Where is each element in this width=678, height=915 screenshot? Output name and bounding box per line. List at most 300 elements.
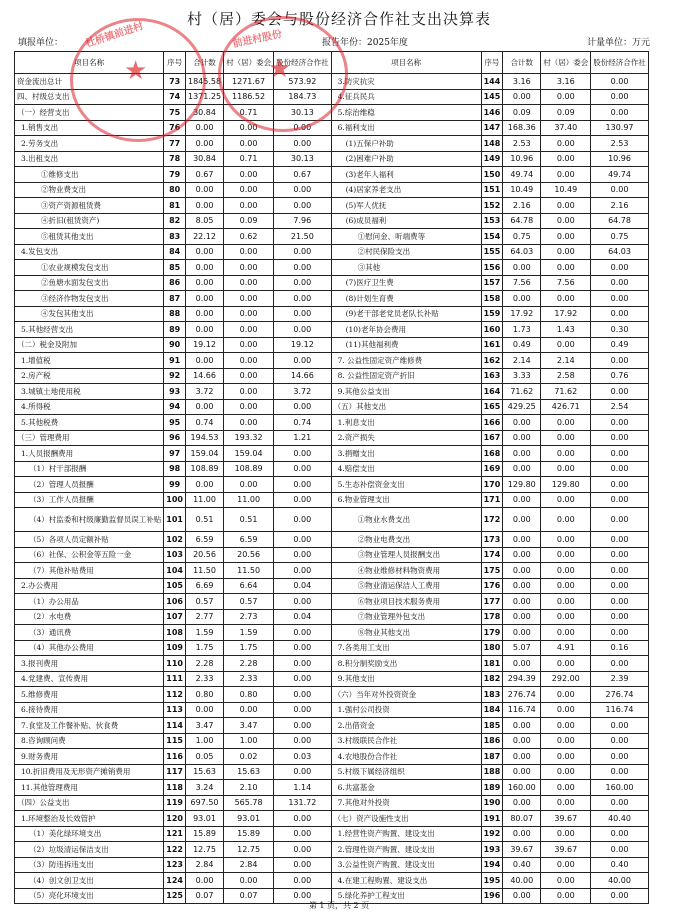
total-cell: 64.03 <box>503 244 541 260</box>
coop-cell: 0.00 <box>591 260 649 276</box>
coop-cell: 0.00 <box>274 260 332 276</box>
village-cell: 0.00 <box>541 244 591 260</box>
item-name-cell: 四、村级总支出 <box>15 89 164 105</box>
header-item: 项目名称 <box>15 52 164 74</box>
item-name-cell: 8. 公益性固定资产折旧 <box>331 368 481 384</box>
village-cell: 0.09 <box>541 105 591 121</box>
item-name-cell: 3.公益性资产购置、建设支出 <box>331 857 481 873</box>
village-cell: 39.67 <box>541 811 591 827</box>
header-village: 村（居）委会 <box>541 52 591 74</box>
total-cell: 20.56 <box>185 547 223 563</box>
total-cell: 0.00 <box>185 260 223 276</box>
total-cell: 93.01 <box>185 811 223 827</box>
coop-cell: 0.04 <box>274 609 332 625</box>
village-cell: 0.00 <box>541 291 591 307</box>
coop-cell: 30.13 <box>274 151 332 167</box>
seq-cell: 118 <box>164 780 186 796</box>
item-name-cell: (9)老干部老党员老队长补贴 <box>331 306 481 322</box>
item-name-cell: 1.强村公司投资 <box>331 702 481 718</box>
seq-cell: 192 <box>481 826 503 842</box>
item-name-cell: ①物业水费支出 <box>331 508 481 532</box>
total-cell: 0.80 <box>185 687 223 703</box>
coop-cell: 0.00 <box>591 578 649 594</box>
item-name-cell: 6.福利支出 <box>331 120 481 136</box>
total-cell: 1.00 <box>185 733 223 749</box>
coop-cell: 0.00 <box>591 353 649 369</box>
total-cell: 0.00 <box>503 291 541 307</box>
coop-cell: 0.16 <box>591 640 649 656</box>
total-cell: 0.00 <box>185 182 223 198</box>
coop-cell: 0.00 <box>274 764 332 780</box>
total-cell: 2.77 <box>185 609 223 625</box>
village-cell: 0.00 <box>224 477 274 493</box>
item-name-cell: ⑧物业其他支出 <box>331 625 481 641</box>
total-cell: 0.07 <box>185 888 223 904</box>
coop-cell: 0.00 <box>274 291 332 307</box>
seq-cell: 113 <box>164 702 186 718</box>
total-cell: 1.75 <box>185 640 223 656</box>
seq-cell: 160 <box>481 322 503 338</box>
village-cell: 0.00 <box>541 733 591 749</box>
table-row <box>15 811 649 827</box>
item-name-cell: （一）经营支出 <box>15 105 164 121</box>
coop-cell: 0.00 <box>274 671 332 687</box>
item-name-cell: 4.农地股份合作社 <box>331 749 481 765</box>
village-cell: 2.33 <box>224 671 274 687</box>
item-name-cell: 3.出租支出 <box>15 151 164 167</box>
village-cell: 2.84 <box>224 857 274 873</box>
village-cell: 0.00 <box>224 260 274 276</box>
item-name-cell: 6.共富基金 <box>331 780 481 796</box>
village-cell: 0.00 <box>224 873 274 889</box>
total-cell: 0.75 <box>503 229 541 245</box>
village-cell: 0.00 <box>541 563 591 579</box>
village-cell: 2.28 <box>224 656 274 672</box>
table-row <box>15 353 649 369</box>
table-row <box>15 105 649 121</box>
seq-cell: 96 <box>164 430 186 446</box>
seq-cell: 162 <box>481 353 503 369</box>
seq-cell: 73 <box>164 74 186 90</box>
coop-cell: 0.00 <box>591 547 649 563</box>
item-name-cell: ②物业费支出 <box>15 182 164 198</box>
table-row <box>15 120 649 136</box>
coop-cell: 0.00 <box>274 702 332 718</box>
village-cell: 1.43 <box>541 322 591 338</box>
table-row <box>15 399 649 415</box>
year-label: 报告年份：2025年度 <box>322 38 408 48</box>
seq-cell: 82 <box>164 213 186 229</box>
village-cell: 0.00 <box>541 764 591 780</box>
item-name-cell: 6.接待费用 <box>15 702 164 718</box>
total-cell: 14.66 <box>185 368 223 384</box>
total-cell: 3.16 <box>503 74 541 90</box>
total-cell: 17.92 <box>503 306 541 322</box>
seq-cell: 81 <box>164 198 186 214</box>
total-cell: 0.00 <box>503 718 541 734</box>
coop-cell: 0.00 <box>591 888 649 904</box>
total-cell: 0.00 <box>503 733 541 749</box>
village-cell: 0.00 <box>541 151 591 167</box>
item-name-cell: 5.其他税费 <box>15 415 164 431</box>
coop-cell: 0.00 <box>274 811 332 827</box>
total-cell: 294.39 <box>503 671 541 687</box>
table-row <box>15 640 649 656</box>
village-cell: 0.00 <box>541 167 591 183</box>
coop-cell: 0.00 <box>274 477 332 493</box>
table-row <box>15 873 649 889</box>
village-cell: 0.00 <box>224 415 274 431</box>
seq-cell: 93 <box>164 384 186 400</box>
item-name-cell: 6.物业管理支出 <box>331 492 481 508</box>
seq-cell: 110 <box>164 656 186 672</box>
seq-cell: 116 <box>164 749 186 765</box>
total-cell: 0.00 <box>185 322 223 338</box>
coop-cell: 2.16 <box>591 198 649 214</box>
item-name-cell: 5.村级下属经济组织 <box>331 764 481 780</box>
seq-cell: 75 <box>164 105 186 121</box>
village-cell: 0.00 <box>224 275 274 291</box>
table-row <box>15 477 649 493</box>
village-cell: 0.00 <box>224 120 274 136</box>
village-cell: 1.00 <box>224 733 274 749</box>
header-coop: 股份经济合作社 <box>591 52 649 74</box>
coop-cell: 14.66 <box>274 368 332 384</box>
village-cell: 2.58 <box>541 368 591 384</box>
item-name-cell: ⑦物业管理外包支出 <box>331 609 481 625</box>
seq-cell: 106 <box>164 594 186 610</box>
village-cell: 1186.52 <box>224 89 274 105</box>
coop-cell: 0.00 <box>591 609 649 625</box>
village-cell: 0.00 <box>541 857 591 873</box>
total-cell: 1.59 <box>185 625 223 641</box>
village-cell: 0.00 <box>541 415 591 431</box>
coop-cell: 3.72 <box>274 384 332 400</box>
table-row <box>15 74 649 90</box>
table-row <box>15 492 649 508</box>
village-cell: 1271.67 <box>224 74 274 90</box>
village-cell: 0.00 <box>224 182 274 198</box>
seq-cell: 174 <box>481 547 503 563</box>
total-cell: 7.56 <box>503 275 541 291</box>
coop-cell: 0.49 <box>591 337 649 353</box>
coop-cell: 0.40 <box>591 857 649 873</box>
total-cell: 697.50 <box>185 795 223 811</box>
village-cell: 0.00 <box>541 873 591 889</box>
total-cell: 0.57 <box>185 594 223 610</box>
item-name-cell: （2）水电费 <box>15 609 164 625</box>
table-row <box>15 337 649 353</box>
item-name-cell: 2.资产损失 <box>331 430 481 446</box>
seq-cell: 165 <box>481 399 503 415</box>
total-cell: 11.50 <box>185 563 223 579</box>
total-cell: 159.04 <box>185 446 223 462</box>
coop-cell: 2.54 <box>591 399 649 415</box>
village-cell: 0.51 <box>224 508 274 532</box>
coop-cell: 0.00 <box>591 625 649 641</box>
seq-cell: 107 <box>164 609 186 625</box>
item-name-cell: （四）公益支出 <box>15 795 164 811</box>
seq-cell: 155 <box>481 244 503 260</box>
seq-cell: 177 <box>481 594 503 610</box>
table-row <box>15 306 649 322</box>
seq-cell: 103 <box>164 547 186 563</box>
seq-cell: 89 <box>164 322 186 338</box>
seq-cell: 92 <box>164 368 186 384</box>
village-cell: 0.02 <box>224 749 274 765</box>
village-cell: 0.00 <box>224 291 274 307</box>
org-label: 填报单位： <box>18 38 64 48</box>
item-name-cell: 5.维修费用 <box>15 687 164 703</box>
total-cell: 19.12 <box>185 337 223 353</box>
total-cell: 11.00 <box>185 492 223 508</box>
seq-cell: 86 <box>164 275 186 291</box>
coop-cell: 0.00 <box>591 105 649 121</box>
table-row <box>15 461 649 477</box>
seq-cell: 121 <box>164 826 186 842</box>
seq-cell: 80 <box>164 182 186 198</box>
seq-cell: 114 <box>164 718 186 734</box>
total-cell: 0.00 <box>503 446 541 462</box>
seq-cell: 100 <box>164 492 186 508</box>
coop-cell: 0.00 <box>274 687 332 703</box>
village-cell: 0.00 <box>541 198 591 214</box>
header-total: 合计数 <box>185 52 223 74</box>
table-row <box>15 446 649 462</box>
item-name-cell: ④发包其他支出 <box>15 306 164 322</box>
total-cell: 0.00 <box>503 656 541 672</box>
table-row <box>15 764 649 780</box>
seq-cell: 79 <box>164 167 186 183</box>
seq-cell: 178 <box>481 609 503 625</box>
village-cell: 0.00 <box>224 136 274 152</box>
seq-cell: 191 <box>481 811 503 827</box>
item-name-cell: ③物业管理人员报酬支出 <box>331 547 481 563</box>
village-cell: 11.00 <box>224 492 274 508</box>
village-cell: 0.62 <box>224 229 274 245</box>
total-cell: 1845.58 <box>185 74 223 90</box>
table-row <box>15 625 649 641</box>
seq-cell: 90 <box>164 337 186 353</box>
coop-cell: 0.00 <box>274 563 332 579</box>
coop-cell: 30.13 <box>274 105 332 121</box>
total-cell: 49.74 <box>503 167 541 183</box>
table-row <box>15 260 649 276</box>
coop-cell: 2.53 <box>591 136 649 152</box>
village-cell: 426.71 <box>541 399 591 415</box>
header-seq: 序号 <box>164 52 186 74</box>
coop-cell: 0.00 <box>274 446 332 462</box>
item-name-cell: 1.销售支出 <box>15 120 164 136</box>
village-cell: 0.00 <box>224 399 274 415</box>
village-cell: 0.00 <box>541 625 591 641</box>
total-cell: 0.00 <box>503 508 541 532</box>
total-cell: 168.36 <box>503 120 541 136</box>
stamp-village-text: 杜桥镇前进村 <box>84 20 145 50</box>
coop-cell: 0.30 <box>591 322 649 338</box>
village-cell: 0.00 <box>541 229 591 245</box>
item-name-cell: ①维修支出 <box>15 167 164 183</box>
item-name-cell: 2.劳务支出 <box>15 136 164 152</box>
village-cell: 292.00 <box>541 671 591 687</box>
year-value: 2025年度 <box>367 38 408 48</box>
coop-cell: 0.00 <box>591 492 649 508</box>
coop-cell: 0.00 <box>591 182 649 198</box>
table-row <box>15 415 649 431</box>
coop-cell: 0.00 <box>591 749 649 765</box>
item-name-cell: (11)其他福利费 <box>331 337 481 353</box>
coop-cell: 64.03 <box>591 244 649 260</box>
village-cell: 4.91 <box>541 640 591 656</box>
item-name-cell: 4.征兵民兵 <box>331 89 481 105</box>
coop-cell: 0.00 <box>591 764 649 780</box>
seq-cell: 163 <box>481 368 503 384</box>
item-name-cell: 5.综治维稳 <box>331 105 481 121</box>
page-title: 村（居）委会与股份经济合作社支出决算表 <box>186 10 491 28</box>
coop-cell: 0.00 <box>591 415 649 431</box>
coop-cell: 0.00 <box>274 306 332 322</box>
village-cell: 0.00 <box>541 532 591 548</box>
table-row <box>15 857 649 873</box>
seq-cell: 190 <box>481 795 503 811</box>
item-name-cell: 4.赔偿支出 <box>331 461 481 477</box>
coop-cell: 0.00 <box>274 461 332 477</box>
total-cell: 0.00 <box>185 477 223 493</box>
item-name-cell: 2.房产税 <box>15 368 164 384</box>
village-cell: 0.00 <box>224 353 274 369</box>
seq-cell: 119 <box>164 795 186 811</box>
item-name-cell: (1)五保户补助 <box>331 136 481 152</box>
village-cell: 0.00 <box>541 656 591 672</box>
village-cell: 3.16 <box>541 74 591 90</box>
total-cell: 71.62 <box>503 384 541 400</box>
table-row <box>15 167 649 183</box>
seq-cell: 120 <box>164 811 186 827</box>
village-cell: 0.00 <box>541 213 591 229</box>
item-name-cell: ③资产资源租赁费 <box>15 198 164 214</box>
table-row <box>15 244 649 260</box>
village-cell: 159.04 <box>224 446 274 462</box>
seq-cell: 153 <box>481 213 503 229</box>
total-cell: 15.89 <box>185 826 223 842</box>
seq-cell: 195 <box>481 873 503 889</box>
item-name-cell: (10)老年协会费用 <box>331 322 481 338</box>
item-name-cell: 3.村级联民合作社 <box>331 733 481 749</box>
coop-cell: 0.00 <box>274 594 332 610</box>
village-cell: 0.57 <box>224 594 274 610</box>
seq-cell: 170 <box>481 477 503 493</box>
coop-cell: 21.50 <box>274 229 332 245</box>
village-cell: 1.75 <box>224 640 274 656</box>
village-cell: 0.00 <box>541 547 591 563</box>
item-name-cell: (2)困难户补助 <box>331 151 481 167</box>
table-row <box>15 182 649 198</box>
village-cell: 2.10 <box>224 780 274 796</box>
total-cell: 12.75 <box>185 842 223 858</box>
village-cell: 15.63 <box>224 764 274 780</box>
coop-cell: 0.00 <box>274 656 332 672</box>
header-seq: 序号 <box>481 52 503 74</box>
coop-cell: 0.00 <box>274 182 332 198</box>
seq-cell: 161 <box>481 337 503 353</box>
village-cell: 0.00 <box>541 888 591 904</box>
coop-cell: 0.00 <box>591 733 649 749</box>
total-cell: 2.16 <box>503 198 541 214</box>
coop-cell: 49.74 <box>591 167 649 183</box>
total-cell: 194.53 <box>185 430 223 446</box>
table-row <box>15 368 649 384</box>
seq-cell: 179 <box>481 625 503 641</box>
total-cell: 22.12 <box>185 229 223 245</box>
item-name-cell: ①慰问金、听端费等 <box>331 229 481 245</box>
village-cell: 1.59 <box>224 625 274 641</box>
total-cell: 0.00 <box>503 826 541 842</box>
item-name-cell: 4.发包支出 <box>15 244 164 260</box>
seq-cell: 180 <box>481 640 503 656</box>
coop-cell: 0.00 <box>274 353 332 369</box>
table-row <box>15 563 649 579</box>
item-name-cell: 3.报刊费用 <box>15 656 164 672</box>
village-cell: 0.00 <box>224 337 274 353</box>
coop-cell: 0.00 <box>274 640 332 656</box>
total-cell: 2.14 <box>503 353 541 369</box>
village-cell: 108.89 <box>224 461 274 477</box>
seq-cell: 87 <box>164 291 186 307</box>
item-name-cell: 8.积分制奖励支出 <box>331 656 481 672</box>
village-cell: 10.49 <box>541 182 591 198</box>
total-cell: 0.00 <box>185 306 223 322</box>
item-name-cell: ⑤物业清运保洁人工费用 <box>331 578 481 594</box>
seq-cell: 97 <box>164 446 186 462</box>
item-name-cell: ①农业规模发包支出 <box>15 260 164 276</box>
seq-cell: 84 <box>164 244 186 260</box>
total-cell: 276.74 <box>503 687 541 703</box>
total-cell: 0.74 <box>185 415 223 431</box>
table-row <box>15 749 649 765</box>
total-cell: 10.49 <box>503 182 541 198</box>
total-cell: 64.78 <box>503 213 541 229</box>
total-cell: 0.00 <box>503 260 541 276</box>
coop-cell: 0.76 <box>591 368 649 384</box>
coop-cell: 0.00 <box>274 625 332 641</box>
seq-cell: 83 <box>164 229 186 245</box>
table-row <box>15 671 649 687</box>
seq-cell: 167 <box>481 430 503 446</box>
item-name-cell: 3.防灾抗灾 <box>331 74 481 90</box>
coop-cell: 7.96 <box>274 213 332 229</box>
village-cell: 0.09 <box>224 213 274 229</box>
seq-cell: 173 <box>481 532 503 548</box>
header-total: 合计数 <box>503 52 541 74</box>
coop-cell: 40.00 <box>591 873 649 889</box>
table-row <box>15 198 649 214</box>
coop-cell: 64.78 <box>591 213 649 229</box>
total-cell: 15.63 <box>185 764 223 780</box>
table-row <box>15 213 649 229</box>
item-name-cell: 3.城镇土地使用税 <box>15 384 164 400</box>
total-cell: 0.00 <box>503 89 541 105</box>
village-cell: 0.00 <box>541 260 591 276</box>
seq-cell: 144 <box>481 74 503 90</box>
seq-cell: 183 <box>481 687 503 703</box>
item-name-cell: 5.其他经营支出 <box>15 322 164 338</box>
seq-cell: 166 <box>481 415 503 431</box>
item-name-cell: 1.人员报酬费用 <box>15 446 164 462</box>
village-cell: 0.00 <box>224 306 274 322</box>
village-cell: 0.00 <box>224 384 274 400</box>
village-cell: 0.00 <box>224 368 274 384</box>
table-row <box>15 229 649 245</box>
